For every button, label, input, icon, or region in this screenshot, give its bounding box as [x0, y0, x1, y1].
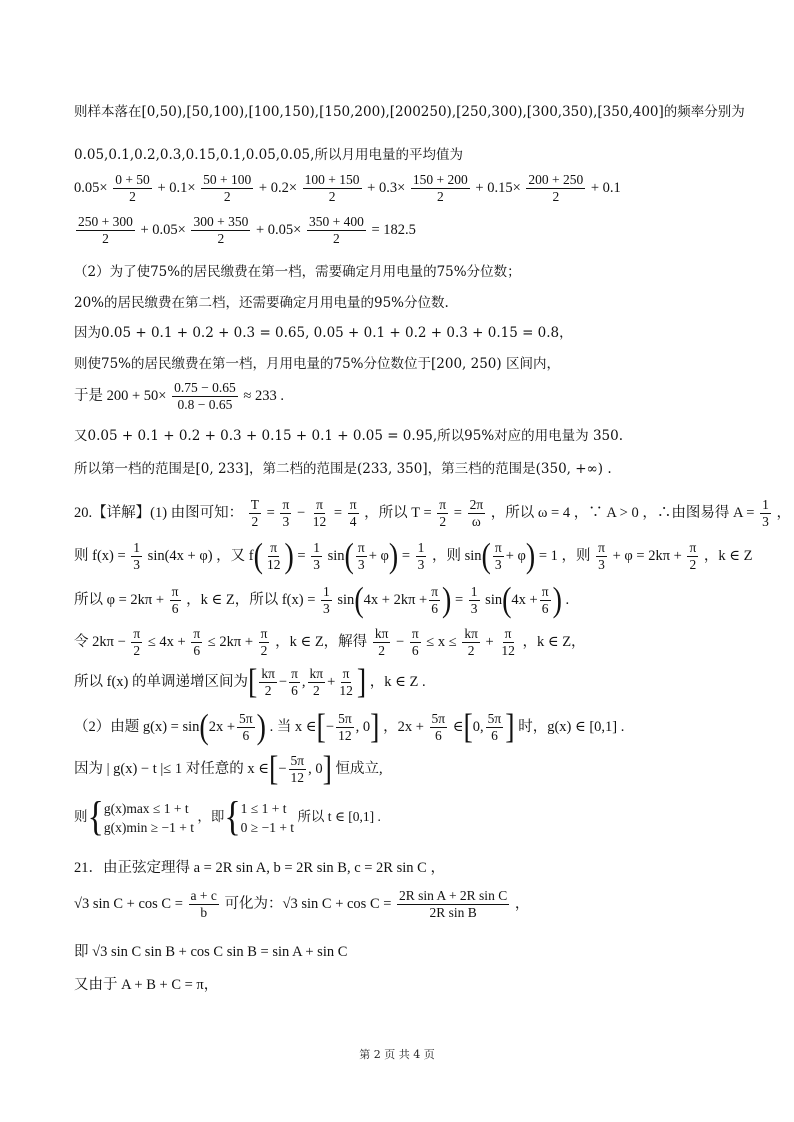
term: + φ — [368, 547, 389, 564]
left-bracket: [ — [463, 707, 473, 747]
term: = — [333, 504, 343, 521]
term: 0.05× — [74, 179, 108, 196]
fraction: $\frac{1}{3}$ — [323, 584, 330, 616]
problem-21-line-3 — [74, 942, 754, 962]
fraction: $\frac{\pi}{3}$ — [357, 540, 365, 572]
term: = — [401, 547, 410, 564]
fraction: $\frac{\pi}{12}$ — [312, 497, 327, 529]
term: − — [296, 504, 306, 521]
term: + 0.05× — [255, 221, 302, 238]
right-bracket: ] — [356, 662, 367, 702]
fraction: $\frac{k\pi}{2}$ — [374, 626, 389, 658]
term: . 当 x ∈ — [269, 718, 317, 735]
term: 可化为：√3 sin C + cos C = — [224, 895, 392, 912]
term: − — [278, 760, 287, 777]
fraction: $\frac{k\pi}{2}$ — [464, 626, 478, 658]
page-number: 第 2 页 共 4 页 — [359, 1048, 435, 1061]
problem-20-part-2-line-1 — [74, 707, 754, 747]
term: ，k ∈ Z，所以 f(x) = — [186, 591, 316, 608]
fraction: $\frac{0 + 50}{2}$ — [115, 172, 150, 204]
problem-20-line-1 — [74, 497, 791, 530]
fraction: $\frac{50 + 100}{2}$ — [203, 172, 252, 204]
part-2-intro: （2）为了使75%的居民缴费在第一档，需要确定月用电量的75%分位数； — [74, 264, 521, 280]
term: + 0.1 — [590, 179, 621, 196]
fraction: $\frac{1}{3}$ — [417, 540, 425, 572]
right-bracket: ] — [505, 707, 515, 747]
term: 所以 φ = 2kπ + — [74, 591, 165, 608]
term: + 0.15× — [475, 179, 521, 196]
fraction: $\frac{\pi}{6}$ — [291, 666, 298, 698]
term: , 0 — [308, 760, 323, 777]
fraction: $\frac{5\pi}{6}$ — [239, 711, 253, 743]
left-bracket: [ — [248, 662, 258, 702]
term: ，2x + — [383, 718, 424, 735]
fraction: $\frac{\pi}{6}$ — [171, 584, 179, 616]
text-line-8 — [74, 354, 754, 374]
term: ， — [776, 504, 791, 521]
text-line-7 — [74, 323, 754, 343]
fraction: $\frac{1}{3}$ — [470, 584, 478, 616]
equation: 即 √3 sin C sin B + cos C sin B = sin A + sin C — [74, 944, 348, 960]
fraction: $\frac{5\pi}{6}$ — [431, 711, 446, 743]
fraction: $\frac{\text{2R sin A + 2R sin C}}{\text{2R sin B}}$ — [399, 888, 508, 920]
text-line-11 — [74, 459, 754, 479]
term: ≤ 2kπ + — [207, 633, 254, 650]
fraction: $\frac{1}{3}$ — [313, 540, 320, 572]
term: ，k ∈ Z， — [522, 633, 586, 650]
term: 令 2kπ − — [74, 633, 126, 650]
right-paren: ) — [525, 536, 536, 576]
term: 恒成立, — [335, 760, 383, 777]
term: + 0.05× — [140, 221, 186, 238]
right-paren: ) — [442, 580, 452, 620]
problem-20-line-4 — [74, 626, 754, 659]
problem-21-line-1 — [74, 858, 754, 878]
term: + 0.2× — [258, 179, 298, 196]
frequency-list: 0.05,0.1,0.2,0.3,0.15,0.1,0.05,0.05,所以月用电量的平均值为 — [74, 147, 463, 163]
left-paren: ( — [253, 536, 263, 576]
term: + — [485, 633, 494, 650]
fraction: $\frac{5\pi}{6}$ — [487, 711, 502, 743]
fraction: $\frac{\pi}{12}$ — [339, 666, 353, 698]
term: ，即 — [197, 809, 225, 825]
term: + — [327, 673, 336, 690]
left-paren: ( — [344, 536, 354, 576]
right-bracket: ] — [322, 749, 332, 789]
fraction: $\frac{300 + 350}{2}$ — [193, 214, 249, 246]
percentile-interval: 则使75%的居民缴费在第一档，月用电量的75%分位数位于[200, 250) 区间内， — [74, 356, 560, 372]
problem-20-inequality-systems — [74, 795, 754, 840]
term: = — [297, 547, 306, 564]
term: 4x + 2kπ + — [363, 591, 428, 608]
problem-20-label: 20.【详解】(1) 由图可知： — [74, 504, 244, 521]
term: , 0 — [355, 718, 371, 735]
term: ，所以 T = — [364, 504, 432, 521]
inequality-system-2: 1 ≤ 1 + t 0 ≥ −1 + t — [240, 801, 295, 835]
problem-21-line-2 — [74, 888, 754, 921]
term: ，k ∈ Z . — [369, 673, 426, 690]
term: = — [453, 504, 462, 521]
term: 所以 t ∈ [0,1] . — [297, 809, 381, 825]
right-paren: ) — [256, 707, 266, 747]
text-line-5 — [74, 262, 754, 282]
left-brace: { — [224, 795, 241, 840]
text-line-2 — [74, 145, 754, 165]
term: 4x + — [511, 591, 538, 608]
fraction: $\frac{2\pi}{\omega}$ — [469, 497, 484, 529]
left-paren: ( — [199, 707, 209, 747]
part-2-note: 20%的居民缴费在第二档，还需要确定月用电量的95%分位数. — [74, 295, 449, 311]
fraction: $\frac{\pi}{6}$ — [411, 626, 419, 658]
problem-20-line-5 — [74, 662, 754, 702]
mean-formula-line-2 — [74, 214, 754, 247]
left-paren: ( — [481, 536, 491, 576]
term: 所以 f(x) 的单调递增区间为 — [74, 673, 248, 690]
fraction: $\frac{200 + 250}{2}$ — [528, 172, 584, 204]
term: ∈ — [452, 718, 464, 735]
term: ，所以 ω = 4 ，∵ A > 0 ，∴由图易得 A = — [490, 504, 755, 521]
text-line-6 — [74, 293, 754, 313]
term: √3 sin C + cos C = — [74, 895, 183, 912]
term: ， — [514, 895, 530, 912]
fraction: $\frac{T}{2}$ — [250, 497, 260, 529]
term: 2x + — [208, 718, 236, 735]
term: ≈ 233 . — [243, 387, 284, 404]
term: = — [266, 504, 275, 521]
fraction: $\frac{\pi}{6}$ — [541, 584, 549, 616]
fraction: $\frac{1}{3}$ — [133, 540, 141, 572]
term: + 0.1× — [157, 179, 196, 196]
fraction: $\frac{\pi}{12}$ — [266, 540, 281, 572]
cumulative-sum: 因为0.05 + 0.1 + 0.2 + 0.3 = 0.65, 0.05 + 0.1 + 0.2 + 0.3 + 0.15 = 0.8， — [74, 325, 573, 341]
fraction: $\frac{\pi}{2}$ — [133, 626, 141, 658]
fraction: $\frac{\pi}{3}$ — [494, 540, 502, 572]
term: ，k ∈ Z，解得 — [275, 633, 368, 650]
tier-ranges: 所以第一档的范围是[0, 233]，第二档的范围是(233, 350]，第三档的范围是(350, +∞) . — [74, 461, 612, 477]
term: + 0.3× — [367, 179, 406, 196]
fraction: $\frac{\pi}{6}$ — [193, 626, 201, 658]
term: ，k ∈ Z — [703, 547, 753, 564]
angle-sum: 又由于 A + B + C = π， — [74, 977, 219, 993]
term: ≤ x ≤ — [426, 633, 457, 650]
term: 则 — [74, 809, 88, 825]
left-paren: ( — [502, 580, 512, 620]
problem-20-line-2 — [74, 536, 754, 576]
term: 于是 200 + 50× — [74, 387, 167, 404]
law-of-sines: 21．由正弦定理得 a = 2R sin A, b = 2R sin B, c = 2R sin C ， — [74, 860, 445, 876]
fraction: $\frac{5\pi}{12}$ — [290, 753, 305, 785]
term: − — [325, 718, 335, 735]
term: = 182.5 — [371, 221, 416, 238]
right-paren: ) — [284, 536, 294, 576]
term: sin — [337, 591, 355, 608]
fraction: $\frac{1}{3}$ — [762, 497, 769, 529]
text-line-10 — [74, 426, 754, 446]
left-bracket: [ — [269, 749, 279, 789]
percentile-95: 又0.05 + 0.1 + 0.2 + 0.3 + 0.15 + 0.1 + 0.05 = 0.95,所以95%对应的用电量为 350. — [74, 428, 624, 444]
term: ≤ 4x + — [147, 633, 186, 650]
fraction: $\frac{\pi}{2}$ — [260, 626, 268, 658]
fraction: $\frac{100 + 150}{2}$ — [304, 172, 360, 204]
text-line-1 — [74, 102, 754, 122]
term: 因为 | g(x) − t |≤ 1 对任意的 x ∈ — [74, 760, 269, 777]
inequality-system-1: g(x)max ≤ 1 + t g(x)min ≥ −1 + t — [103, 801, 194, 835]
fraction: $\frac{\pi}{3}$ — [598, 540, 605, 572]
term: 0, — [472, 718, 484, 735]
term: 时，g(x) ∈ [0,1] . — [518, 718, 625, 735]
term: = 1 ，则 — [538, 547, 591, 564]
problem-20-line-3 — [74, 580, 754, 620]
term: 则 f(x) = — [74, 547, 126, 564]
term: （2）由题 g(x) = sin — [74, 718, 200, 735]
left-brace: { — [87, 795, 104, 840]
term: sin — [327, 547, 345, 564]
term: − — [396, 633, 405, 650]
left-paren: ( — [354, 580, 364, 620]
right-bracket: ] — [370, 707, 380, 747]
fraction: $\frac{k\pi}{2}$ — [261, 666, 275, 698]
fraction: $\frac{0.75 - 0.65}{0.8 - 0.65}$ — [174, 380, 236, 412]
fraction: $\frac{\pi}{2}$ — [439, 497, 447, 529]
problem-21-line-4 — [74, 975, 754, 995]
term: sin(4x + φ) ，又 f — [147, 547, 254, 564]
right-paren: ) — [552, 580, 562, 620]
mean-formula-line-1 — [74, 172, 754, 205]
interval-list: 则样本落在[0,50),[50,100),[100,150),[150,200),[200250),[250,300),[300,350),[350,400]的频率分别为 — [74, 104, 745, 120]
fraction: $\frac{\pi}{3}$ — [282, 497, 290, 529]
fraction: $\frac{250 + 300}{2}$ — [78, 214, 133, 246]
fraction: $\frac{5\pi}{12}$ — [338, 711, 352, 743]
fraction: $\frac{k\pi}{2}$ — [309, 666, 324, 698]
problem-20-part-2-line-2 — [74, 749, 754, 789]
fraction: $\frac{\pi}{12}$ — [501, 626, 515, 658]
term: + φ = 2kπ + — [612, 547, 682, 564]
term: . — [565, 591, 570, 608]
term: − — [278, 673, 288, 690]
fraction: $\frac{350 + 400}{2}$ — [308, 214, 364, 246]
term: , — [301, 673, 306, 690]
fraction: $\frac{a + c}{b}$ — [190, 888, 217, 920]
right-paren: ) — [388, 536, 399, 576]
term: sin — [485, 591, 503, 608]
fraction: $\frac{\pi}{6}$ — [431, 584, 439, 616]
term: + φ — [505, 547, 526, 564]
term: = — [454, 591, 464, 608]
fraction: $\frac{\pi}{4}$ — [349, 497, 357, 529]
fraction: $\frac{\pi}{2}$ — [689, 540, 697, 572]
term: ，则 sin — [432, 547, 482, 564]
fraction: $\frac{150 + 200}{2}$ — [412, 172, 468, 204]
left-bracket: [ — [316, 707, 326, 747]
percentile-calculation — [74, 380, 754, 413]
